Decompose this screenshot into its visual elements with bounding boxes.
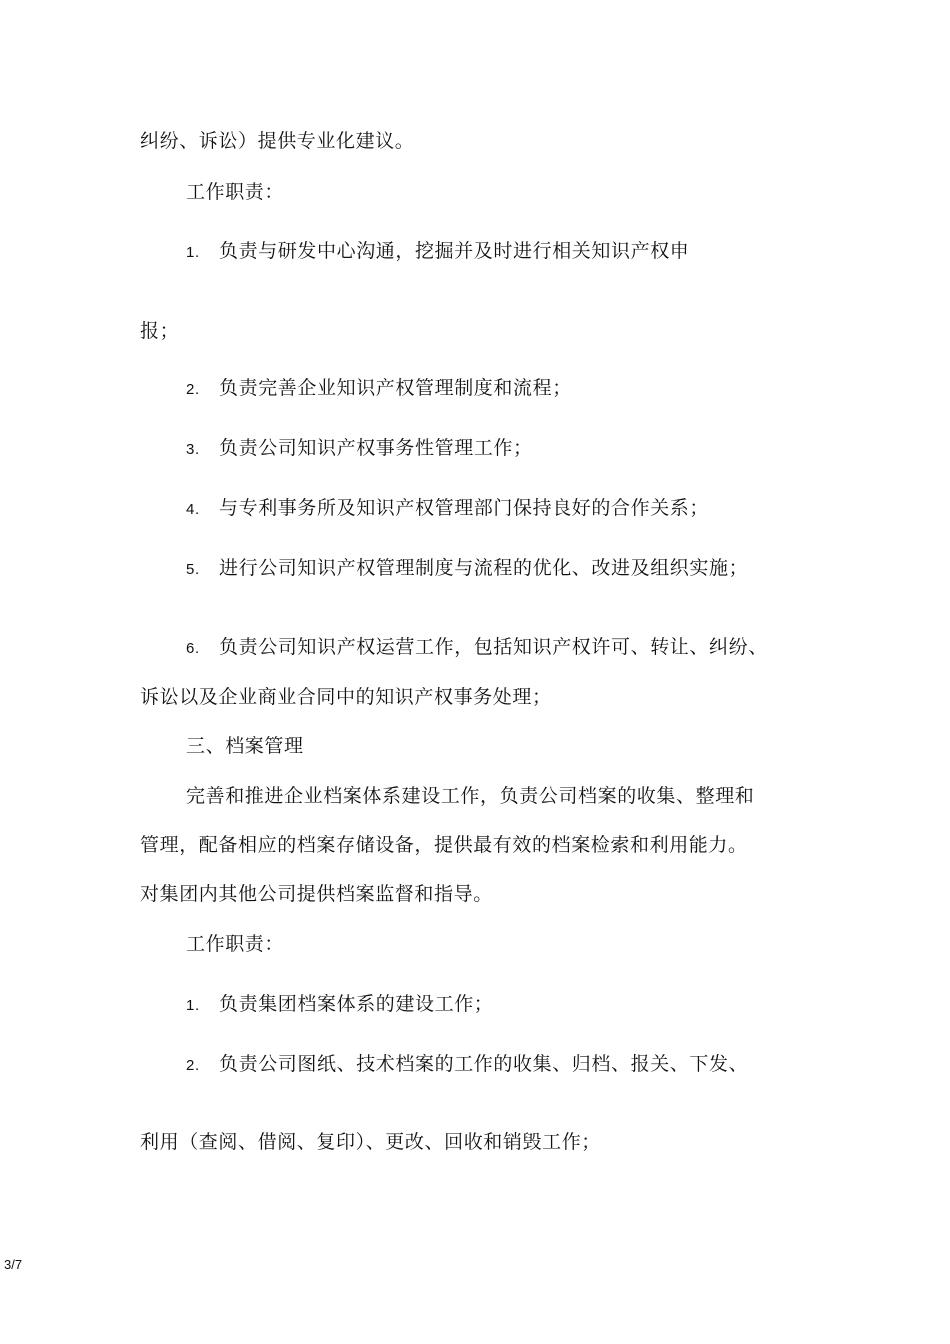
list-number: 6. [186,640,200,657]
paragraph-line: 利用（查阅、借阅、复印）、更改、回收和销毁工作； [140,1131,601,1153]
list-item [186,375,572,403]
list-text: 与专利事务所及知识产权管理部门保持良好的合作关系； [219,497,710,519]
list-number: 1. [186,997,200,1014]
list-text: 进行公司知识产权管理制度与流程的优化、改进及组织实施； [219,557,749,579]
list-item [186,555,748,583]
list-item [186,991,493,1019]
list-text: 负责公司知识产权运营工作，包括知识产权许可、转让、纠纷、 [219,636,768,658]
list-number: 3. [186,441,200,458]
list-item [186,634,768,662]
list-text: 负责完善企业知识产权管理制度和流程； [219,377,572,399]
list-item [186,495,709,523]
section-subheading: 工作职责： [186,181,285,203]
list-item [186,238,689,266]
list-text: 负责集团档案体系的建设工作； [219,993,494,1015]
list-text: 负责公司图纸、技术档案的工作的收集、归档、报关、下发、 [219,1053,749,1075]
page-number: 3/7 [4,1257,23,1272]
paragraph-line: 管理，配备相应的档案存储设备，提供最有效的档案检索和利用能力。 [140,834,748,856]
paragraph-line: 诉讼以及企业商业合同中的知识产权事务处理； [140,686,552,708]
section-heading: 三、档案管理 [186,735,304,757]
paragraph-line: 对集团内其他公司提供档案监督和指导。 [140,883,493,905]
list-number: 5. [186,561,200,578]
list-text: 负责与研发中心沟通，挖掘并及时进行相关知识产权申 [219,240,690,262]
list-number: 1. [186,244,200,261]
list-number: 4. [186,501,200,518]
list-number: 2. [186,1057,200,1074]
list-item [186,1051,748,1079]
list-number: 2. [186,381,200,398]
list-item [186,435,533,463]
paragraph-line: 纠纷、诉讼）提供专业化建议。 [140,130,415,152]
section-subheading: 工作职责： [186,933,285,955]
paragraph-line: 完善和推进企业档案体系建设工作，负责公司档案的收集、整理和 [186,785,755,807]
paragraph-line: 报； [140,320,180,342]
list-text: 负责公司知识产权事务性管理工作； [219,437,533,459]
